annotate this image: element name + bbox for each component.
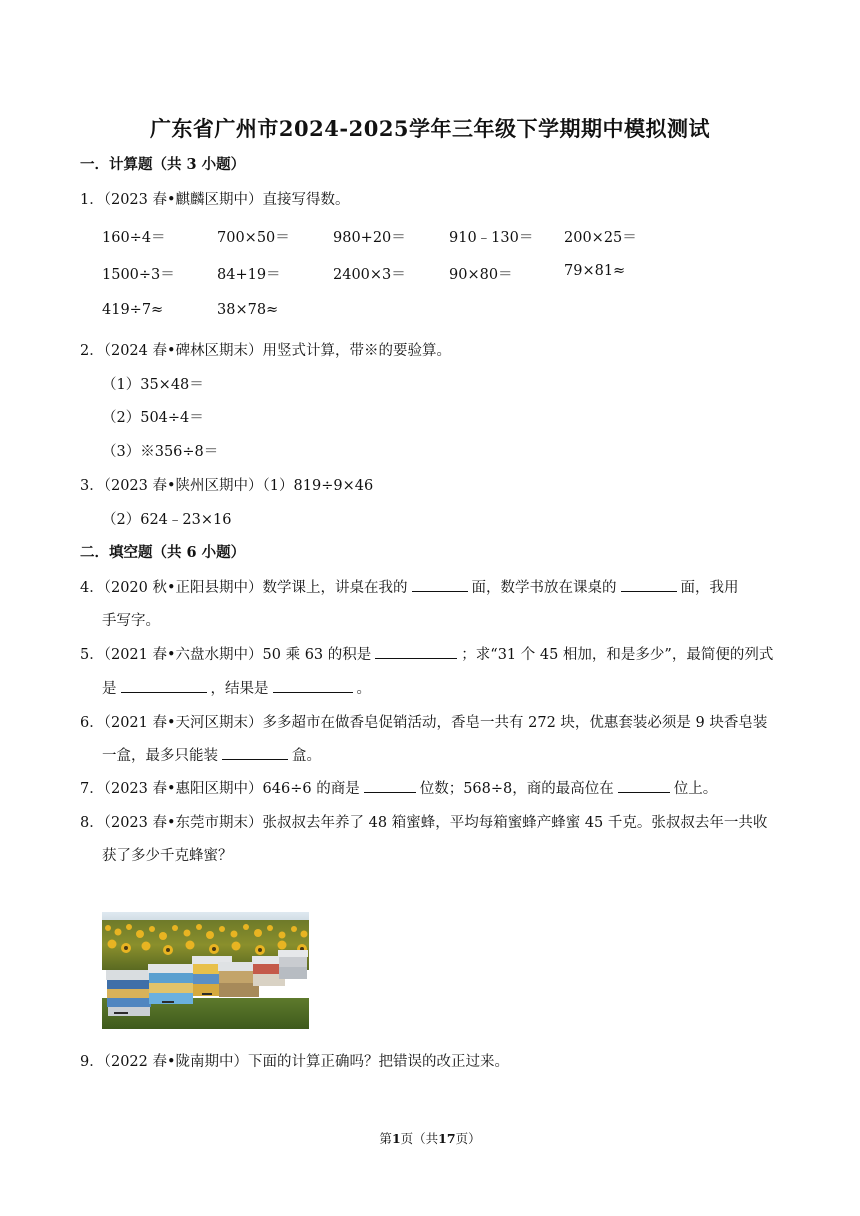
question-9-line: 9．（2022 春•陇南期中）下面的计算正确吗？把错误的改正过来。 xyxy=(80,1054,510,1070)
calc-item: 419÷7≈ xyxy=(102,302,164,318)
answer-blank[interactable] xyxy=(121,678,207,693)
answer-blank[interactable] xyxy=(618,778,670,793)
question-1-stem: 1．（2023 春•麒麟区期中）直接写得数。 xyxy=(80,192,350,208)
answer-blank[interactable] xyxy=(273,678,353,693)
total-page-count: 17 xyxy=(438,1131,456,1146)
question-text: 位数；568÷8，商的最高位在 xyxy=(419,781,614,797)
question-4-line-2: 手写字。 xyxy=(102,613,160,629)
question-text: 面，数学书放在课桌的 xyxy=(471,580,617,596)
footer-text: 页） xyxy=(455,1131,481,1146)
question-text: 4．（2020 秋•正阳县期中）数学课上，讲桌在我的 xyxy=(80,580,408,596)
question-6-line-2 xyxy=(102,744,321,765)
question-3-stem: 3．（2023 春•陕州区期中）（1）819÷9×46 xyxy=(80,478,374,494)
calc-item: 90×80＝ xyxy=(449,267,513,283)
question-5-line-1 xyxy=(80,643,773,664)
section-heading-fill-blank: 二．填空题（共 6 小题） xyxy=(80,544,246,561)
calc-item: 2400×3＝ xyxy=(333,267,406,283)
calc-item: 160÷4＝ xyxy=(102,230,166,246)
question-5-line-2 xyxy=(102,677,371,698)
answer-blank[interactable] xyxy=(222,745,288,760)
question-2-item: （2）504÷4＝ xyxy=(102,410,204,426)
page-footer xyxy=(0,1129,860,1147)
calc-item: 200×25＝ xyxy=(564,230,637,246)
calc-item: 910﹣130＝ xyxy=(449,230,534,246)
calc-item: 84+19＝ xyxy=(217,267,281,283)
question-text: 面，我用 xyxy=(680,580,739,596)
question-text: ，结果是 xyxy=(210,681,269,697)
question-2-stem: 2．（2024 春•碑林区期末）用竖式计算，带※的要验算。 xyxy=(80,343,452,359)
calc-item: 38×78≈ xyxy=(217,302,279,318)
question-8-line-2: 获了多少千克蜂蜜？ xyxy=(102,848,233,864)
question-8-line-1: 8．（2023 春•东莞市期末）张叔叔去年养了 48 箱蜜蜂，平均每箱蜜蜂产蜂蜜 45 千克。张叔叔去年一共收 xyxy=(80,815,768,831)
question-text: 一盒，最多只能装 xyxy=(102,748,218,764)
calc-item: 980+20＝ xyxy=(333,230,406,246)
current-page-number: 1 xyxy=(391,1131,401,1146)
question-3-item: （2）624﹣23×16 xyxy=(102,512,232,528)
question-4-line-1 xyxy=(80,576,739,597)
question-7-line xyxy=(80,777,717,798)
question-2-item: （1）35×48＝ xyxy=(102,377,204,393)
section-heading-calculation: 一．计算题（共 3 小题） xyxy=(80,156,246,173)
question-text: 是 xyxy=(102,681,117,697)
footer-text: 第 xyxy=(379,1131,392,1146)
question-text: 位上。 xyxy=(673,781,718,797)
question-text: 盒。 xyxy=(292,748,321,764)
answer-blank[interactable] xyxy=(621,577,677,592)
beehive-sunflower-photo xyxy=(102,912,309,1029)
question-text: ；求“31 个 45 相加，和是多少”，最简便的列式 xyxy=(461,647,774,663)
calc-item: 700×50＝ xyxy=(217,230,290,246)
question-2-item: （3）※356÷8＝ xyxy=(102,444,219,460)
calc-item: 1500÷3＝ xyxy=(102,267,175,283)
answer-blank[interactable] xyxy=(364,778,416,793)
footer-text: 页（共 xyxy=(400,1131,439,1146)
answer-blank[interactable] xyxy=(412,577,468,592)
question-text: 5．（2021 春•六盘水期中）50 乘 63 的积是 xyxy=(80,647,372,663)
question-text: 。 xyxy=(356,681,371,697)
answer-blank[interactable] xyxy=(375,644,457,659)
question-6-line-1: 6．（2021 春•天河区期末）多多超市在做香皂促销活动，香皂一共有 272 块，优惠套装必须是 9 块香皂装 xyxy=(80,715,768,731)
page-title: 广东省广州市2024-2025学年三年级下学期期中模拟测试 xyxy=(149,116,711,141)
question-text: 7．（2023 春•惠阳区期中）646÷6 的商是 xyxy=(80,781,360,797)
calc-item: 79×81≈ xyxy=(564,263,626,279)
